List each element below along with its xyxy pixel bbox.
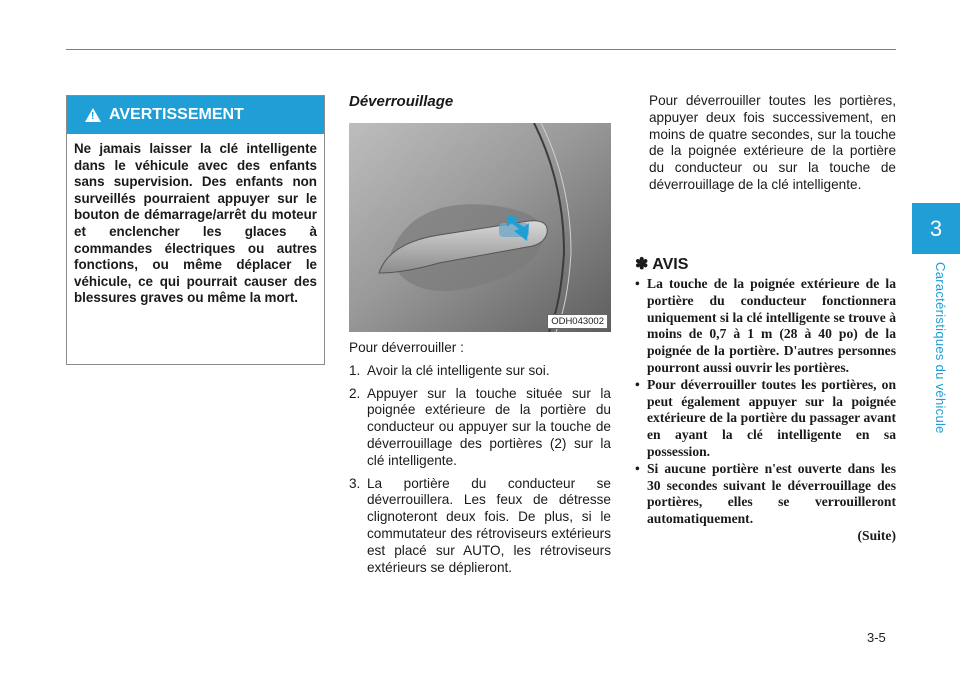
chapter-number: 3 bbox=[929, 215, 943, 241]
chapter-title: Caractéristiques du véhicule bbox=[933, 262, 948, 434]
warning-title: AVERTISSEMENT bbox=[109, 106, 244, 123]
suite-label: (Suite) bbox=[857, 527, 896, 543]
avis-list bbox=[635, 276, 896, 545]
door-handle-photo bbox=[349, 123, 611, 332]
door-handle-illustration bbox=[349, 123, 611, 332]
warning-box bbox=[66, 95, 325, 365]
step-item: 1. Avoir la clé intelligente sur soi. bbox=[349, 362, 550, 378]
chapter-tab bbox=[912, 203, 960, 254]
all-doors-paragraph: Pour déverrouiller toutes les portières, appuyer deux fois successivement, en moins de quatre secondes, sur la touche de la poignée extérieure de la portière du conducteur ou sur la touche de déverrouillage de la clé intelligente. bbox=[649, 93, 896, 192]
step-item: 2. Appuyer sur la touche située sur la poignée extérieure de la portière du conducteur ou appuyer sur la touche de déverrouillage des portières (2) sur la clé intelligente. bbox=[349, 385, 611, 468]
warning-header bbox=[67, 96, 324, 134]
section-title: Déverrouillage bbox=[349, 93, 454, 110]
intro-text: Pour déverrouiller : bbox=[349, 340, 464, 355]
unlock-instructions bbox=[349, 340, 611, 582]
avis-item: • Si aucune portière n'est ouverte dans les 30 secondes suivant le déverrouillage des portières, elles se verrouilleront automatiquement. bbox=[635, 460, 896, 527]
avis-title: ✽ AVIS bbox=[635, 256, 689, 273]
avis-item: • Pour déverrouiller toutes les portières, on peut également appuyer sur la poignée extérieure de la portière du passager avant en ayant la clé intelligente en sa possession. bbox=[635, 376, 896, 459]
avis-item: • La touche de la poignée extérieure de la portière du conducteur fonctionnera uniquement si la clé intelligente se trouve à moins de 0,7 à 1 m (28 à 40 po) de la poignée de la portière. D'autres personnes pourront aussi ouvrir les portières. bbox=[635, 276, 896, 375]
image-code: ODH043002 bbox=[547, 314, 608, 329]
warning-triangle-icon: ! bbox=[85, 108, 101, 122]
top-rule bbox=[66, 49, 896, 50]
step-item: 3. La portière du conducteur se déverrouillera. Les feux de détresse clignoteront deux fois. De plus, si le commutateur des rétroviseurs extérieurs est placé sur AUTO, les rétroviseurs extérieurs se déplieront. bbox=[349, 475, 611, 575]
page-number: 3-5 bbox=[867, 630, 886, 645]
warning-text: Ne jamais laisser la clé intelligente dans le véhicule avec des enfants sans supervision. Des enfants non surveillés pourraient appuyer sur le bouton de démarrage/arrêt du moteur et enclencher les glaces à commandes électriques ou autres fonctions, ou même déplacer le véhicule, ce qui pourrait causer des blessures graves ou même la mort. bbox=[74, 141, 317, 306]
